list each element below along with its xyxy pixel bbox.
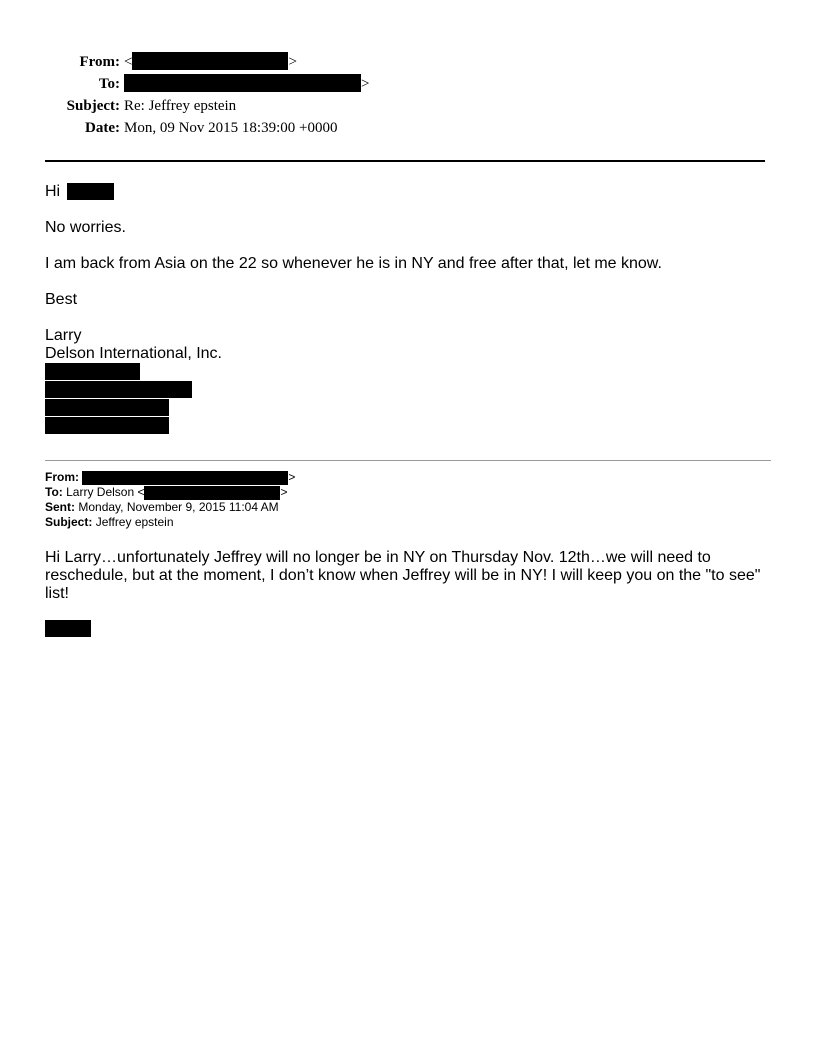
signature-company: Delson International, Inc. [45,345,222,362]
quoted-subject-line [45,515,174,530]
quoted-from-label: From: [45,470,79,484]
redacted-recipient-name [67,183,114,200]
quoted-from-close: > [288,470,296,484]
to-label: To: [98,76,120,92]
greeting-line [45,182,114,201]
quoted-sent-line [45,500,279,515]
redacted-sender-signature [45,620,91,637]
date-label: Date: [85,120,120,136]
reply-line-1: No worries. [45,219,126,236]
quoted-sent-value: Monday, November 9, 2015 11:04 AM [78,500,279,514]
reply-closing: Best [45,291,78,308]
quoted-body-line-2: reschedule, but at the moment, I don’t know when Jeffrey will be in NY! I will keep you on the "to see" [45,567,761,584]
quoted-sent-label: Sent: [45,500,75,514]
quoted-subject-value: Jeffrey epstein [95,515,174,529]
greeting-text: Hi [45,183,61,200]
quoted-subject-label: Subject: [45,515,93,529]
subject-value: Re: Jeffrey epstein [124,98,237,114]
from-close-bracket: > [288,54,297,70]
redacted-signature-line-2 [45,381,192,398]
email-header [0,0,816,150]
redacted-to-address [124,74,361,92]
quoted-to-label: To: [45,485,63,499]
redacted-signature-line-4 [45,417,169,434]
quoted-message-divider [45,460,771,461]
redacted-signature-line-1 [45,363,140,380]
quoted-body-line-1: Hi Larry…unfortunately Jeffrey will no longer be in NY on Thursday Nov. 12th…we will need to [45,549,711,566]
quoted-body-line-3: list! [45,585,69,602]
to-close-bracket: > [361,76,370,92]
redacted-signature-line-3 [45,399,169,416]
signature-name: Larry [45,327,82,344]
quoted-to-line [45,485,288,500]
header-divider [45,160,765,162]
redacted-from-address [132,52,288,70]
from-open-bracket: < [124,54,133,70]
reply-line-2: I am back from Asia on the 22 so whenever he is in NY and free after that, let me know. [45,255,662,272]
from-label: From: [79,54,120,70]
subject-label: Subject: [66,98,120,114]
from-value [124,53,297,71]
date-value: Mon, 09 Nov 2015 18:39:00 +0000 [124,120,338,136]
redacted-quoted-to [144,486,280,500]
quoted-to-value: Larry Delson < [66,485,145,499]
quoted-from-line [45,470,295,485]
redacted-quoted-from [82,471,288,485]
to-value [124,75,369,93]
quoted-to-close: > [280,485,288,499]
